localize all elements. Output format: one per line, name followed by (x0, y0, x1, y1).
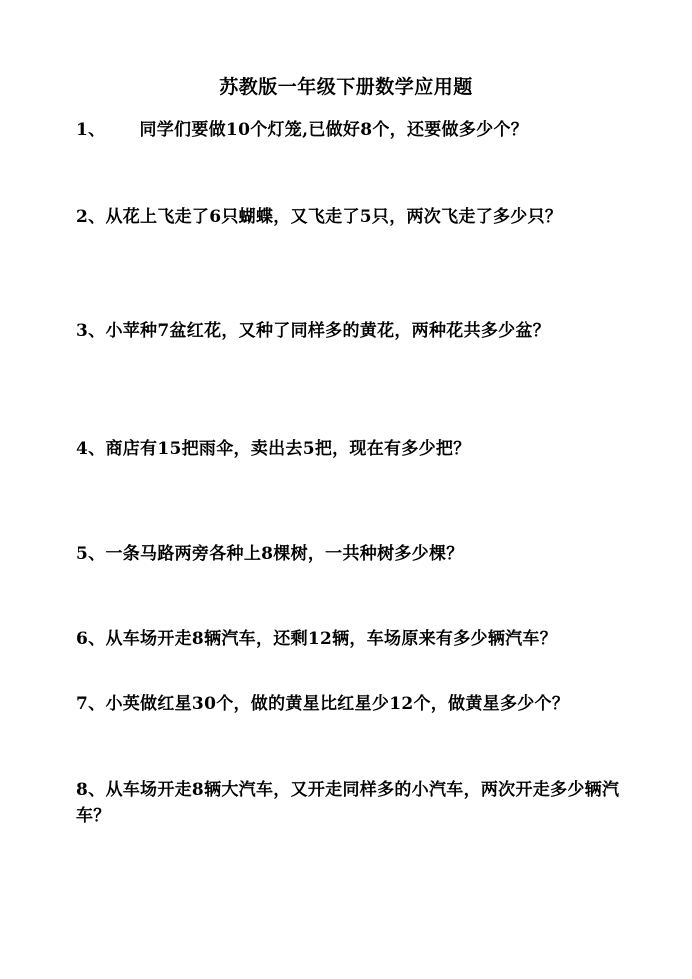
question-text: 同学们要做10个灯笼,已做好8个，还要做多少个？ (139, 120, 529, 140)
question-2 (76, 204, 621, 230)
question-text: 从车场开走8辆汽车，还剩12辆，车场原来有多少辆汽车？ (105, 629, 558, 649)
question-text: 小英做红星30个，做的黄星比红星少12个，做黄星多少个？ (105, 694, 570, 714)
question-number: 5、 (76, 544, 106, 564)
question-text: 一条马路两旁各种上8棵树，一共种树多少棵？ (105, 544, 464, 564)
page-title: 苏教版一年级下册数学应用题 (219, 76, 473, 98)
question-number: 2、 (76, 207, 106, 227)
question-text: 从车场开走8辆大汽车，又开走同样多的小汽车，两次开走多少辆汽车？ (76, 780, 620, 826)
question-6 (76, 626, 621, 652)
question-4 (76, 436, 621, 462)
question-text: 小苹种7盆红花，又种了同样多的黄花，两种花共多少盆？ (105, 321, 551, 341)
question-number: 8、 (76, 780, 106, 800)
question-number: 4、 (76, 439, 106, 459)
question-7 (76, 691, 621, 717)
question-number: 7、 (76, 694, 106, 714)
question-8 (76, 777, 621, 829)
question-number: 1、 (76, 120, 106, 140)
question-1 (76, 117, 621, 143)
question-number: 3、 (76, 321, 106, 341)
question-number: 6、 (76, 629, 106, 649)
question-3 (76, 318, 621, 344)
question-text: 从花上飞走了6只蝴蝶，又飞走了5只，两次飞走了多少只？ (105, 207, 563, 227)
question-text: 商店有15把雨伞，卖出去5把，现在有多少把？ (105, 439, 471, 459)
question-5 (76, 541, 621, 567)
